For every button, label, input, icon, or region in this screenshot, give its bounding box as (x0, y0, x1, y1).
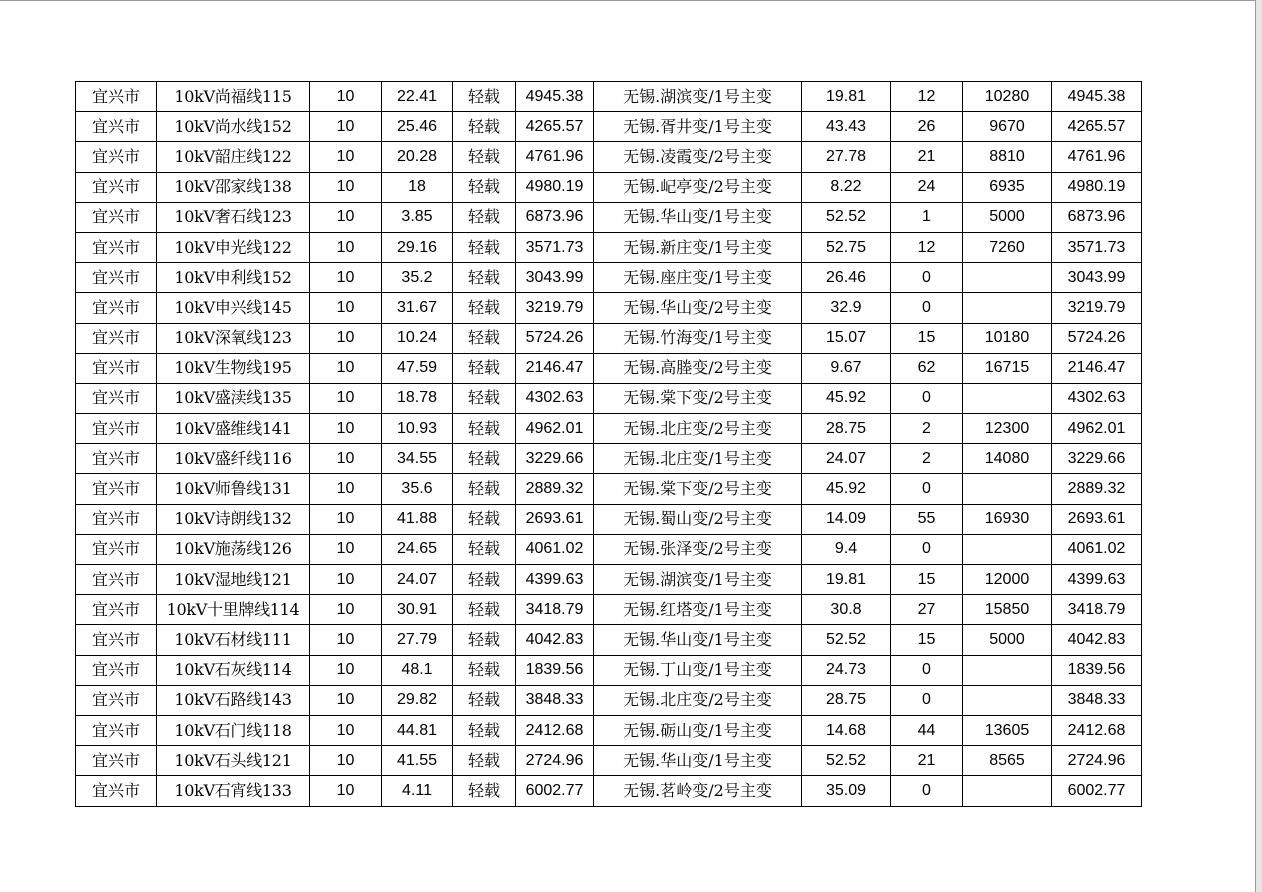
pending-capacity-cell (963, 474, 1052, 504)
remaining-capacity-cell: 3229.66 (1052, 444, 1142, 474)
substation-transformer-cell: 无锡.新庄变/1号主变 (594, 232, 802, 262)
line-name-cell: 10kV盛纤线116 (157, 444, 310, 474)
transformer-load-rate-cell: 45.92 (802, 383, 891, 413)
pending-count-cell: 2 (891, 414, 963, 444)
voltage-cell: 10 (310, 715, 382, 745)
pending-count-cell: 15 (891, 625, 963, 655)
load-status-cell: 轻载 (453, 625, 516, 655)
line-name-cell: 10kV石材线111 (157, 625, 310, 655)
load-rate-cell: 29.82 (382, 685, 453, 715)
pending-count-cell: 0 (891, 685, 963, 715)
pending-count-cell: 2 (891, 444, 963, 474)
available-capacity-cell: 5724.26 (516, 323, 594, 353)
remaining-capacity-cell: 2412.68 (1052, 715, 1142, 745)
table-row (76, 263, 1142, 293)
pending-capacity-cell: 9670 (963, 112, 1052, 142)
remaining-capacity-cell: 4042.83 (1052, 625, 1142, 655)
substation-transformer-cell: 无锡.竹海变/1号主变 (594, 323, 802, 353)
load-status-cell: 轻载 (453, 323, 516, 353)
remaining-capacity-cell: 6002.77 (1052, 776, 1142, 806)
pending-capacity-cell: 5000 (963, 625, 1052, 655)
available-capacity-cell: 3418.79 (516, 595, 594, 625)
table-row (76, 353, 1142, 383)
pending-capacity-cell: 15850 (963, 595, 1052, 625)
remaining-capacity-cell: 1839.56 (1052, 655, 1142, 685)
table-row (76, 776, 1142, 806)
table-row (76, 715, 1142, 745)
remaining-capacity-cell: 4399.63 (1052, 565, 1142, 595)
voltage-cell: 10 (310, 82, 382, 112)
load-rate-cell: 4.11 (382, 776, 453, 806)
transformer-load-rate-cell: 28.75 (802, 685, 891, 715)
load-status-cell: 轻载 (453, 232, 516, 262)
available-capacity-cell: 4399.63 (516, 565, 594, 595)
load-rate-cell: 10.93 (382, 414, 453, 444)
city-cell: 宜兴市 (76, 293, 157, 323)
substation-transformer-cell: 无锡.砺山变/1号主变 (594, 715, 802, 745)
load-status-cell: 轻载 (453, 383, 516, 413)
line-name-cell: 10kV申利线152 (157, 263, 310, 293)
available-capacity-cell: 1839.56 (516, 655, 594, 685)
table-row (76, 746, 1142, 776)
city-cell: 宜兴市 (76, 414, 157, 444)
available-capacity-cell: 4945.38 (516, 82, 594, 112)
transformer-load-rate-cell: 14.68 (802, 715, 891, 745)
voltage-cell: 10 (310, 172, 382, 202)
pending-count-cell: 0 (891, 655, 963, 685)
substation-transformer-cell: 无锡.丁山变/1号主变 (594, 655, 802, 685)
remaining-capacity-cell: 4302.63 (1052, 383, 1142, 413)
pending-count-cell: 0 (891, 776, 963, 806)
load-status-cell: 轻载 (453, 414, 516, 444)
available-capacity-cell: 4061.02 (516, 534, 594, 564)
available-capacity-cell: 3219.79 (516, 293, 594, 323)
transformer-load-rate-cell: 28.75 (802, 414, 891, 444)
substation-transformer-cell: 无锡.棠下变/2号主变 (594, 474, 802, 504)
pending-count-cell: 1 (891, 202, 963, 232)
substation-transformer-cell: 无锡.华山变/1号主变 (594, 202, 802, 232)
voltage-cell: 10 (310, 565, 382, 595)
voltage-cell: 10 (310, 202, 382, 232)
available-capacity-cell: 4042.83 (516, 625, 594, 655)
load-status-cell: 轻载 (453, 263, 516, 293)
substation-transformer-cell: 无锡.座庄变/1号主变 (594, 263, 802, 293)
pending-count-cell: 44 (891, 715, 963, 745)
city-cell: 宜兴市 (76, 172, 157, 202)
load-status-cell: 轻载 (453, 776, 516, 806)
table-row (76, 82, 1142, 112)
pending-capacity-cell (963, 293, 1052, 323)
pending-capacity-cell: 12000 (963, 565, 1052, 595)
load-status-cell: 轻载 (453, 293, 516, 323)
remaining-capacity-cell: 4945.38 (1052, 82, 1142, 112)
substation-transformer-cell: 无锡.张泽变/2号主变 (594, 534, 802, 564)
table-row (76, 565, 1142, 595)
load-rate-cell: 24.07 (382, 565, 453, 595)
remaining-capacity-cell: 4265.57 (1052, 112, 1142, 142)
transformer-load-rate-cell: 19.81 (802, 82, 891, 112)
substation-transformer-cell: 无锡.凌霞变/2号主变 (594, 142, 802, 172)
pending-capacity-cell (963, 383, 1052, 413)
load-rate-cell: 25.46 (382, 112, 453, 142)
line-name-cell: 10kV十里牌线114 (157, 595, 310, 625)
remaining-capacity-cell: 3418.79 (1052, 595, 1142, 625)
voltage-cell: 10 (310, 414, 382, 444)
load-status-cell: 轻载 (453, 112, 516, 142)
voltage-cell: 10 (310, 504, 382, 534)
available-capacity-cell: 4962.01 (516, 414, 594, 444)
voltage-cell: 10 (310, 142, 382, 172)
load-status-cell: 轻载 (453, 685, 516, 715)
load-rate-cell: 44.81 (382, 715, 453, 745)
load-rate-cell: 48.1 (382, 655, 453, 685)
transformer-load-rate-cell: 26.46 (802, 263, 891, 293)
line-name-cell: 10kV盛维线141 (157, 414, 310, 444)
line-name-cell: 10kV石宵线133 (157, 776, 310, 806)
table-row (76, 142, 1142, 172)
line-name-cell: 10kV韶庄线122 (157, 142, 310, 172)
transformer-load-rate-cell: 8.22 (802, 172, 891, 202)
pending-capacity-cell: 7260 (963, 232, 1052, 262)
remaining-capacity-cell: 2889.32 (1052, 474, 1142, 504)
table-row (76, 232, 1142, 262)
table-row (76, 504, 1142, 534)
table-row (76, 172, 1142, 202)
available-capacity-cell: 3571.73 (516, 232, 594, 262)
load-status-cell: 轻载 (453, 142, 516, 172)
load-status-cell: 轻载 (453, 534, 516, 564)
load-status-cell: 轻载 (453, 202, 516, 232)
pending-capacity-cell: 16715 (963, 353, 1052, 383)
substation-transformer-cell: 无锡.屺亭变/2号主变 (594, 172, 802, 202)
load-rate-cell: 41.55 (382, 746, 453, 776)
substation-transformer-cell: 无锡.茗岭变/2号主变 (594, 776, 802, 806)
city-cell: 宜兴市 (76, 263, 157, 293)
pending-count-cell: 0 (891, 474, 963, 504)
load-status-cell: 轻载 (453, 172, 516, 202)
city-cell: 宜兴市 (76, 776, 157, 806)
load-rate-cell: 35.6 (382, 474, 453, 504)
city-cell: 宜兴市 (76, 715, 157, 745)
available-capacity-cell: 4980.19 (516, 172, 594, 202)
substation-transformer-cell: 无锡.北庄变/1号主变 (594, 444, 802, 474)
voltage-cell: 10 (310, 263, 382, 293)
remaining-capacity-cell: 2146.47 (1052, 353, 1142, 383)
pending-capacity-cell: 6935 (963, 172, 1052, 202)
load-rate-cell: 41.88 (382, 504, 453, 534)
transformer-load-rate-cell: 24.07 (802, 444, 891, 474)
city-cell: 宜兴市 (76, 685, 157, 715)
transformer-load-rate-cell: 19.81 (802, 565, 891, 595)
transformer-load-rate-cell: 15.07 (802, 323, 891, 353)
voltage-cell: 10 (310, 746, 382, 776)
line-name-cell: 10kV石路线143 (157, 685, 310, 715)
substation-transformer-cell: 无锡.红塔变/1号主变 (594, 595, 802, 625)
table-row (76, 383, 1142, 413)
table-row (76, 474, 1142, 504)
pending-capacity-cell (963, 685, 1052, 715)
table-row (76, 444, 1142, 474)
pending-count-cell: 15 (891, 565, 963, 595)
city-cell: 宜兴市 (76, 323, 157, 353)
pending-capacity-cell (963, 263, 1052, 293)
city-cell: 宜兴市 (76, 353, 157, 383)
city-cell: 宜兴市 (76, 142, 157, 172)
city-cell: 宜兴市 (76, 82, 157, 112)
available-capacity-cell: 6873.96 (516, 202, 594, 232)
load-rate-cell: 18 (382, 172, 453, 202)
available-capacity-cell: 2889.32 (516, 474, 594, 504)
voltage-cell: 10 (310, 383, 382, 413)
available-capacity-cell: 4265.57 (516, 112, 594, 142)
voltage-cell: 10 (310, 776, 382, 806)
available-capacity-cell: 2693.61 (516, 504, 594, 534)
line-name-cell: 10kV石头线121 (157, 746, 310, 776)
load-rate-cell: 47.59 (382, 353, 453, 383)
pending-count-cell: 12 (891, 232, 963, 262)
load-status-cell: 轻载 (453, 655, 516, 685)
remaining-capacity-cell: 4962.01 (1052, 414, 1142, 444)
load-rate-cell: 22.41 (382, 82, 453, 112)
substation-transformer-cell: 无锡.华山变/1号主变 (594, 746, 802, 776)
pending-count-cell: 0 (891, 263, 963, 293)
line-name-cell: 10kV湿地线121 (157, 565, 310, 595)
line-name-cell: 10kV尚福线115 (157, 82, 310, 112)
table-row (76, 685, 1142, 715)
city-cell: 宜兴市 (76, 444, 157, 474)
transformer-load-rate-cell: 24.73 (802, 655, 891, 685)
line-name-cell: 10kV师鲁线131 (157, 474, 310, 504)
available-capacity-cell: 2146.47 (516, 353, 594, 383)
voltage-cell: 10 (310, 595, 382, 625)
voltage-cell: 10 (310, 534, 382, 564)
voltage-cell: 10 (310, 655, 382, 685)
load-rate-cell: 24.65 (382, 534, 453, 564)
transformer-load-rate-cell: 9.4 (802, 534, 891, 564)
table-row (76, 293, 1142, 323)
voltage-cell: 10 (310, 685, 382, 715)
voltage-cell: 10 (310, 232, 382, 262)
city-cell: 宜兴市 (76, 655, 157, 685)
table-row (76, 625, 1142, 655)
load-status-cell: 轻载 (453, 82, 516, 112)
line-name-cell: 10kV邵家线138 (157, 172, 310, 202)
table-row (76, 202, 1142, 232)
transformer-load-rate-cell: 32.9 (802, 293, 891, 323)
line-load-table (75, 81, 1142, 807)
substation-transformer-cell: 无锡.北庄变/2号主变 (594, 685, 802, 715)
line-name-cell: 10kV石灰线114 (157, 655, 310, 685)
pending-capacity-cell: 5000 (963, 202, 1052, 232)
voltage-cell: 10 (310, 444, 382, 474)
pending-count-cell: 15 (891, 323, 963, 353)
load-status-cell: 轻载 (453, 565, 516, 595)
table-row (76, 595, 1142, 625)
pending-count-cell: 55 (891, 504, 963, 534)
table-row (76, 323, 1142, 353)
pending-count-cell: 21 (891, 746, 963, 776)
line-name-cell: 10kV诗朗线132 (157, 504, 310, 534)
pending-capacity-cell (963, 534, 1052, 564)
load-status-cell: 轻载 (453, 715, 516, 745)
line-name-cell: 10kV生物线195 (157, 353, 310, 383)
transformer-load-rate-cell: 9.67 (802, 353, 891, 383)
transformer-load-rate-cell: 27.78 (802, 142, 891, 172)
pending-count-cell: 21 (891, 142, 963, 172)
load-rate-cell: 31.67 (382, 293, 453, 323)
voltage-cell: 10 (310, 353, 382, 383)
substation-transformer-cell: 无锡.棠下变/2号主变 (594, 383, 802, 413)
voltage-cell: 10 (310, 323, 382, 353)
pending-count-cell: 27 (891, 595, 963, 625)
load-rate-cell: 34.55 (382, 444, 453, 474)
load-rate-cell: 29.16 (382, 232, 453, 262)
remaining-capacity-cell: 3043.99 (1052, 263, 1142, 293)
available-capacity-cell: 3043.99 (516, 263, 594, 293)
transformer-load-rate-cell: 52.52 (802, 202, 891, 232)
pending-count-cell: 0 (891, 534, 963, 564)
pending-capacity-cell (963, 776, 1052, 806)
transformer-load-rate-cell: 52.75 (802, 232, 891, 262)
remaining-capacity-cell: 3219.79 (1052, 293, 1142, 323)
city-cell: 宜兴市 (76, 565, 157, 595)
available-capacity-cell: 4302.63 (516, 383, 594, 413)
city-cell: 宜兴市 (76, 746, 157, 776)
table-row (76, 112, 1142, 142)
remaining-capacity-cell: 2693.61 (1052, 504, 1142, 534)
line-name-cell: 10kV施荡线126 (157, 534, 310, 564)
transformer-load-rate-cell: 45.92 (802, 474, 891, 504)
line-name-cell: 10kV申兴线145 (157, 293, 310, 323)
available-capacity-cell: 2724.96 (516, 746, 594, 776)
pending-count-cell: 26 (891, 112, 963, 142)
city-cell: 宜兴市 (76, 504, 157, 534)
voltage-cell: 10 (310, 112, 382, 142)
city-cell: 宜兴市 (76, 534, 157, 564)
city-cell: 宜兴市 (76, 383, 157, 413)
voltage-cell: 10 (310, 474, 382, 504)
city-cell: 宜兴市 (76, 595, 157, 625)
transformer-load-rate-cell: 35.09 (802, 776, 891, 806)
substation-transformer-cell: 无锡.北庄变/2号主变 (594, 414, 802, 444)
available-capacity-cell: 6002.77 (516, 776, 594, 806)
transformer-load-rate-cell: 52.52 (802, 625, 891, 655)
remaining-capacity-cell: 5724.26 (1052, 323, 1142, 353)
line-name-cell: 10kV石门线118 (157, 715, 310, 745)
city-cell: 宜兴市 (76, 202, 157, 232)
remaining-capacity-cell: 3571.73 (1052, 232, 1142, 262)
line-name-cell: 10kV奢石线123 (157, 202, 310, 232)
substation-transformer-cell: 无锡.湖滨变/1号主变 (594, 82, 802, 112)
city-cell: 宜兴市 (76, 112, 157, 142)
transformer-load-rate-cell: 43.43 (802, 112, 891, 142)
pending-capacity-cell: 10180 (963, 323, 1052, 353)
load-status-cell: 轻载 (453, 474, 516, 504)
load-rate-cell: 30.91 (382, 595, 453, 625)
remaining-capacity-cell: 4061.02 (1052, 534, 1142, 564)
substation-transformer-cell: 无锡.华山变/2号主变 (594, 293, 802, 323)
line-name-cell: 10kV深氧线123 (157, 323, 310, 353)
pending-capacity-cell: 10280 (963, 82, 1052, 112)
load-status-cell: 轻载 (453, 353, 516, 383)
pending-count-cell: 24 (891, 172, 963, 202)
transformer-load-rate-cell: 30.8 (802, 595, 891, 625)
table-body (76, 82, 1142, 807)
pending-capacity-cell: 13605 (963, 715, 1052, 745)
table-row (76, 655, 1142, 685)
city-cell: 宜兴市 (76, 625, 157, 655)
load-status-cell: 轻载 (453, 595, 516, 625)
city-cell: 宜兴市 (76, 232, 157, 262)
remaining-capacity-cell: 6873.96 (1052, 202, 1142, 232)
available-capacity-cell: 3229.66 (516, 444, 594, 474)
substation-transformer-cell: 无锡.华山变/1号主变 (594, 625, 802, 655)
load-status-cell: 轻载 (453, 746, 516, 776)
table-row (76, 534, 1142, 564)
page-edge-strip (1256, 0, 1262, 892)
substation-transformer-cell: 无锡.高塍变/2号主变 (594, 353, 802, 383)
transformer-load-rate-cell: 52.52 (802, 746, 891, 776)
substation-transformer-cell: 无锡.胥井变/1号主变 (594, 112, 802, 142)
table-row (76, 414, 1142, 444)
pending-capacity-cell: 14080 (963, 444, 1052, 474)
load-rate-cell: 10.24 (382, 323, 453, 353)
pending-capacity-cell: 8810 (963, 142, 1052, 172)
remaining-capacity-cell: 4980.19 (1052, 172, 1142, 202)
voltage-cell: 10 (310, 293, 382, 323)
pending-count-cell: 62 (891, 353, 963, 383)
load-rate-cell: 18.78 (382, 383, 453, 413)
remaining-capacity-cell: 3848.33 (1052, 685, 1142, 715)
pending-count-cell: 12 (891, 82, 963, 112)
remaining-capacity-cell: 2724.96 (1052, 746, 1142, 776)
available-capacity-cell: 3848.33 (516, 685, 594, 715)
substation-transformer-cell: 无锡.蜀山变/2号主变 (594, 504, 802, 534)
substation-transformer-cell: 无锡.湖滨变/1号主变 (594, 565, 802, 595)
pending-count-cell: 0 (891, 383, 963, 413)
pending-capacity-cell: 8565 (963, 746, 1052, 776)
pending-capacity-cell (963, 655, 1052, 685)
available-capacity-cell: 4761.96 (516, 142, 594, 172)
city-cell: 宜兴市 (76, 474, 157, 504)
line-name-cell: 10kV申光线122 (157, 232, 310, 262)
line-name-cell: 10kV尚水线152 (157, 112, 310, 142)
transformer-load-rate-cell: 14.09 (802, 504, 891, 534)
load-rate-cell: 35.2 (382, 263, 453, 293)
load-status-cell: 轻载 (453, 444, 516, 474)
pending-capacity-cell: 16930 (963, 504, 1052, 534)
load-status-cell: 轻载 (453, 504, 516, 534)
load-rate-cell: 3.85 (382, 202, 453, 232)
remaining-capacity-cell: 4761.96 (1052, 142, 1142, 172)
pending-count-cell: 0 (891, 293, 963, 323)
voltage-cell: 10 (310, 625, 382, 655)
available-capacity-cell: 2412.68 (516, 715, 594, 745)
load-rate-cell: 27.79 (382, 625, 453, 655)
load-rate-cell: 20.28 (382, 142, 453, 172)
pending-capacity-cell: 12300 (963, 414, 1052, 444)
line-name-cell: 10kV盛渎线135 (157, 383, 310, 413)
